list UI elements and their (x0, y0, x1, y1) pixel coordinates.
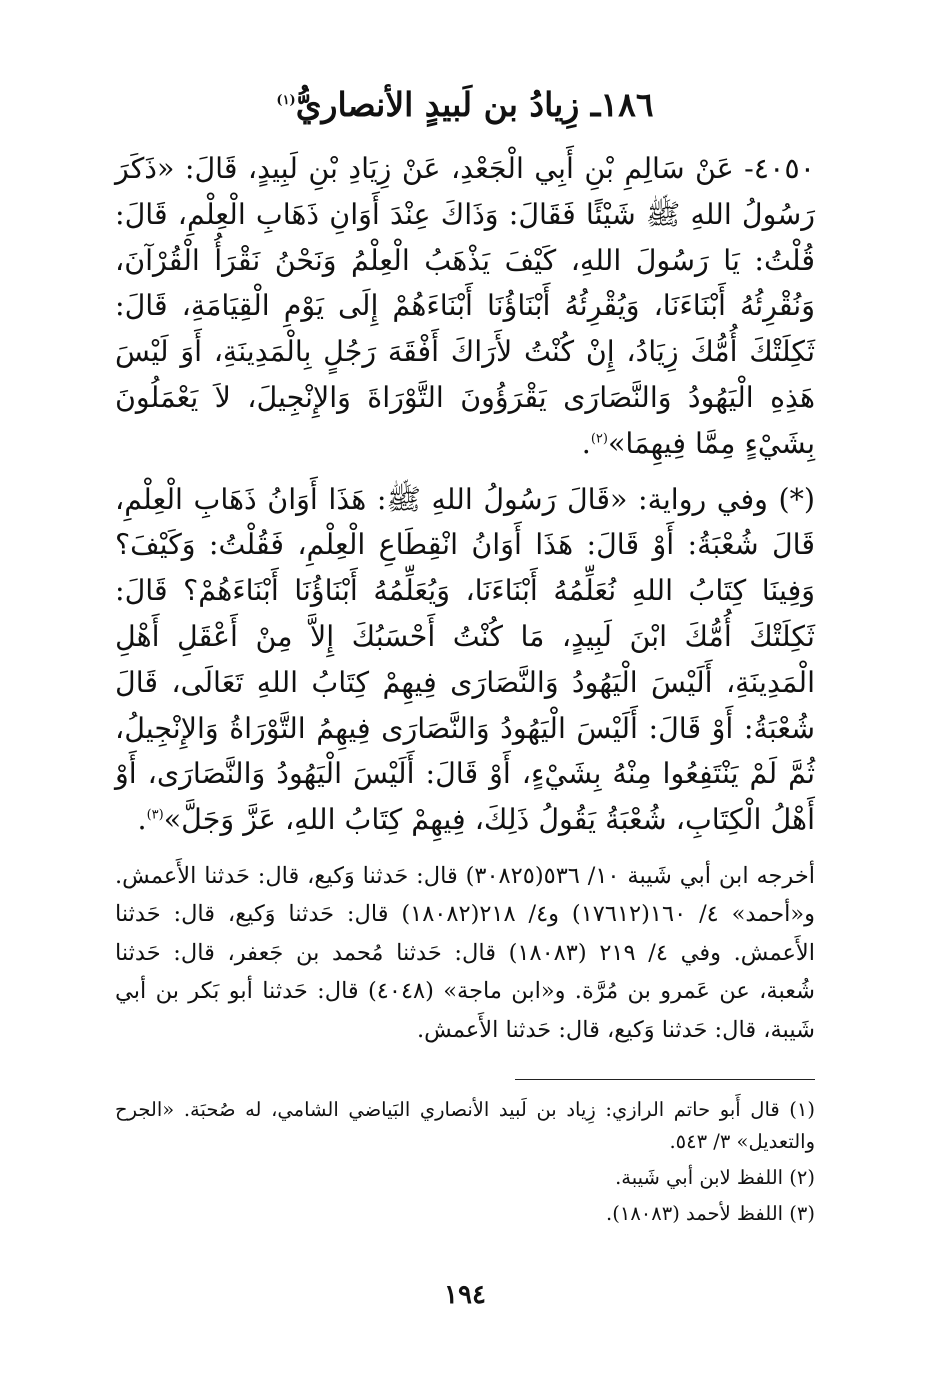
page-number: ١٩٤ (444, 1280, 486, 1310)
hadith-riwaya-end: . (137, 803, 147, 837)
hadith-riwaya-text: (*) وفي رواية: «قَالَ رَسُولُ اللهِ ﷺ: هَذَا أَوَانُ ذَهَابِ الْعِلْمِ، قَالَ شُعْبَةُ: أَوْ قَالَ: هَذَا أَوَانُ انْقِطَاعِ الْعِلْمِ، فَقُلْتُ: وَكَيْفَ؟ وَفِينَا كِتَابُ اللهِ نُعَلِّمُهُ أَبْنَاءَنَا، وَيُعَلِّمُهُ أَبْنَاؤُنَا أَبْنَاءَهُمْ؟ قَالَ: ثَكِلَتْكَ أُمُّكَ ابْنَ لَبِيدٍ، مَا كُنْتُ أَحْسَبُكَ إِلاَّ مِنْ أَعْقَلِ أَهْلِ الْمَدِينَةِ، أَلَيْسَ الْيَهُودُ وَالنَّصَارَى فِيهِمْ كِتَابُ اللهِ تَعَالَى، قَالَ شُعْبَةُ: أَوْ قَالَ: أَلَيْسَ الْيَهُودُ وَالنَّصَارَى فِيهِمُ التَّوْرَاةُ وَالإِنْجِيلُ، ثُمَّ لَمْ يَنْتَفِعُوا مِنْهُ بِشَيْءٍ، أَوْ قَالَ: أَلَيْسَ الْيَهُودُ وَالنَّصَارَى، أَوْ أَهْلُ الْكِتَابِ، شُعْبَةُ يَقُولُ ذَلِكَ، فِيهِمْ كِتَابُ اللهِ، عَزَّ وَجَلَّ» (115, 482, 815, 837)
footnote-2: (٢) اللفظ لابن أبي شَيبة. (615, 1166, 815, 1190)
book-page (115, 80, 815, 1370)
hadith-4050-end: . (581, 426, 591, 460)
footnote-1: (١) قال أَبو حاتم الرازي: زِياد بن لَبيد الأنصاري البَياضي الشامي، له صُحبَة. «الجرح والتعديل» ٣/ ٥٤٣. (115, 1098, 815, 1154)
hadith-riwaya (115, 477, 815, 843)
hadith-riwaya-footnote-ref: (٣) (146, 807, 164, 823)
footnote-3: (٣) اللفظ لأحمد (١٨٠٨٣). (606, 1202, 815, 1226)
paragraph-gap (115, 467, 815, 477)
biography-heading (115, 80, 815, 130)
hadith-4050-text: ٤٠٥٠- عَنْ سَالِمِ بْنِ أَبِي الْجَعْدِ، عَنْ زِيَادِ بْنِ لَبِيدٍ، قَالَ: «ذَكَرَ رَسُولُ اللهِ ﷺ شَيْئًا فَقَالَ: وَذَاكَ عِنْدَ أَوَانِ ذَهَابِ الْعِلْمِ، قَالَ: قُلْتُ: يَا رَسُولَ اللهِ، كَيْفَ يَذْهَبُ الْعِلْمُ وَنَحْنُ نَقْرَأُ الْقُرْآنَ، وَنُقْرِئُهُ أَبْنَاءَنَا، وَيُقْرِئُهُ أَبْنَاؤُنَا أَبْنَاءَهُمْ إِلَى يَوْمِ الْقِيَامَةِ، قَالَ: ثَكِلَتْكَ أُمُّكَ زِيَادُ، إِنْ كُنْتُ لأَرَاكَ أَفْقَهَ رَجُلٍ بِالْمَدِينَةِ، أَوَ لَيْسَ هَذِهِ الْيَهُودُ وَالنَّصَارَى يَقْرَؤُونَ التَّوْرَاةَ وَالإِنْجِيلَ، لاَ يَعْمَلُونَ بِشَيْءٍ مِمَّا فِيهِمَا» (115, 152, 815, 460)
takhrij-paragraph: أخرجه ابن أبي شَيبة ١٠/ ٥٣٦(٣٠٨٢٥) قال: حَدثنا وَكيع، قال: حَدثنا الأَعمش. و«أحمد» ٤/ ١٦٠(١٧٦١٢) و٤/ ٢١٨(١٨٠٨٢) قال: حَدثنا وَكيع، قال: حَدثنا الأَعمش. وفي ٤/ ٢١٩ (١٨٠٨٣) قال: حَدثنا مُحمد بن جَعفر، قال: حَدثنا شُعبة، عن عَمرو بن مُرَّة. و«ابن ماجة» (٤٠٤٨) قال: حَدثنا أبو بَكر بن أبي شَيبة، قال: حَدثنا وَكيع، قال: حَدثنا الأَعمش. (115, 862, 816, 1043)
hadith-4050 (115, 146, 815, 467)
hadith-4050-footnote-ref: (٢) (590, 431, 608, 447)
footnotes-list (115, 1094, 815, 1230)
heading-footnote-ref: (١) (276, 93, 296, 108)
heading-text: ١٨٦ـ زِيادُ بن لَبيدٍ الأنصاريُّ (295, 85, 654, 124)
footnote-separator (515, 1079, 815, 1080)
